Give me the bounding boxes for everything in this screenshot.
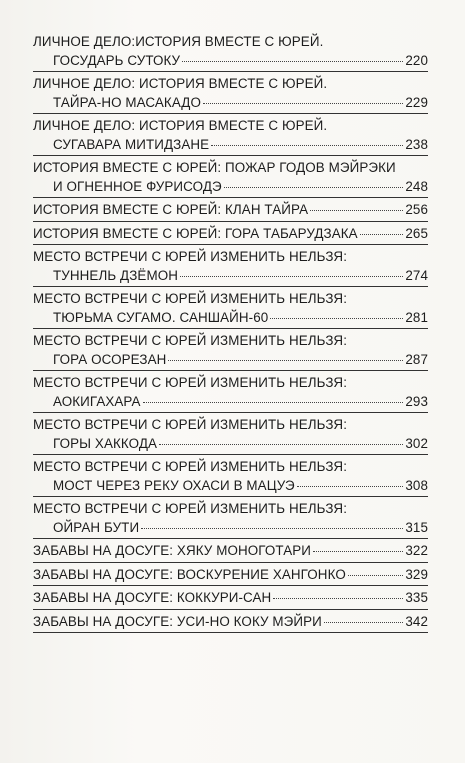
toc-entry bbox=[33, 332, 428, 371]
toc-page-number: 265 bbox=[405, 225, 428, 241]
divider bbox=[33, 609, 428, 610]
toc-page-number: 329 bbox=[405, 566, 428, 582]
toc-page-number: 229 bbox=[405, 94, 428, 110]
toc-entry-title: МЕСТО ВСТРЕЧИ С ЮРЕЙ ИЗМЕНИТЬ НЕЛЬЗЯ: bbox=[33, 333, 348, 348]
toc-page-number: 248 bbox=[405, 178, 428, 194]
toc-entry-subtitle: МОСТ ЧЕРЕЗ РЕКУ ОХАСИ В МАЦУЭ bbox=[53, 477, 295, 493]
toc-entry bbox=[33, 290, 428, 329]
toc-entry-subtitle: АОКИГАХАРА bbox=[53, 393, 141, 409]
toc-entry-title: ИСТОРИЯ ВМЕСТЕ С ЮРЕЙ: ПОЖАР ГОДОВ МЭЙРЭКИ bbox=[33, 160, 396, 175]
toc-entry-title: ЛИЧНОЕ ДЕЛО: ИСТОРИЯ ВМЕСТЕ С ЮРЕЙ. bbox=[33, 76, 328, 91]
divider bbox=[33, 113, 428, 114]
toc-entry bbox=[33, 201, 428, 222]
dot-leader bbox=[310, 210, 403, 211]
dot-leader bbox=[224, 187, 404, 188]
toc-entry-subtitle: ТАЙРА-НО МАСАКАДО bbox=[53, 94, 201, 110]
toc-entry bbox=[33, 248, 428, 287]
toc-page-number: 220 bbox=[405, 52, 428, 68]
divider bbox=[33, 538, 428, 539]
divider bbox=[33, 286, 428, 287]
toc-entry-title: МЕСТО ВСТРЕЧИ С ЮРЕЙ ИЗМЕНИТЬ НЕЛЬЗЯ: bbox=[33, 375, 348, 390]
toc-entry bbox=[33, 374, 428, 413]
divider bbox=[33, 244, 428, 245]
toc-entry bbox=[33, 458, 428, 497]
toc-page-number: 238 bbox=[405, 136, 428, 152]
toc-entry bbox=[33, 33, 428, 72]
dot-leader bbox=[182, 61, 403, 62]
divider bbox=[33, 412, 428, 413]
divider bbox=[33, 496, 428, 497]
toc-entry bbox=[33, 159, 428, 198]
toc-entry bbox=[33, 542, 428, 563]
toc-entry-title: ЛИЧНОЕ ДЕЛО: ИСТОРИЯ ВМЕСТЕ С ЮРЕЙ. bbox=[33, 118, 328, 133]
dot-leader bbox=[273, 598, 403, 599]
toc-entry-subtitle: ОЙРАН БУТИ bbox=[53, 519, 140, 535]
toc-entry-title: ЗАБАВЫ НА ДОСУГЕ: УСИ-НО КОКУ МЭЙРИ bbox=[33, 613, 322, 629]
dot-leader bbox=[159, 444, 403, 445]
toc-entry-title: МЕСТО ВСТРЕЧИ С ЮРЕЙ ИЗМЕНИТЬ НЕЛЬЗЯ: bbox=[33, 501, 348, 516]
toc-entry-subtitle: ГОРЫ ХАККОДА bbox=[53, 435, 158, 451]
toc-entry bbox=[33, 613, 428, 634]
toc-entry bbox=[33, 500, 428, 539]
divider bbox=[33, 197, 428, 198]
toc-page-number: 342 bbox=[405, 613, 428, 629]
toc-entry-title: МЕСТО ВСТРЕЧИ С ЮРЕЙ ИЗМЕНИТЬ НЕЛЬЗЯ: bbox=[33, 417, 348, 432]
toc-entry-title: ЛИЧНОЕ ДЕЛО:ИСТОРИЯ ВМЕСТЕ С ЮРЕЙ. bbox=[33, 34, 324, 49]
toc-entry-subtitle: И ОГНЕННОЕ ФУРИСОДЭ bbox=[53, 178, 222, 194]
dot-leader bbox=[203, 103, 403, 104]
dot-leader bbox=[324, 622, 403, 623]
toc-entry-subtitle: ТУННЕЛЬ ДЗЁМОН bbox=[53, 267, 178, 283]
toc-page-number: 274 bbox=[405, 267, 428, 283]
toc-page-number: 322 bbox=[405, 543, 428, 558]
divider bbox=[33, 632, 428, 633]
divider bbox=[33, 562, 428, 563]
toc-page-number: 335 bbox=[405, 590, 428, 605]
dot-leader bbox=[297, 486, 404, 487]
toc-page-number: 281 bbox=[405, 309, 428, 325]
dot-leader bbox=[141, 528, 403, 529]
toc-page-number: 287 bbox=[405, 351, 428, 367]
toc-entry bbox=[33, 225, 428, 246]
divider bbox=[33, 454, 428, 455]
toc-entry bbox=[33, 117, 428, 156]
dot-leader bbox=[180, 276, 403, 277]
toc-page-number: 315 bbox=[405, 519, 428, 535]
divider bbox=[33, 370, 428, 371]
toc-entry bbox=[33, 589, 428, 610]
dot-leader bbox=[313, 551, 403, 552]
dot-leader bbox=[270, 318, 403, 319]
toc-entry bbox=[33, 566, 428, 587]
divider bbox=[33, 71, 428, 72]
table-of-contents bbox=[33, 33, 428, 636]
toc-page-number: 293 bbox=[405, 393, 428, 409]
toc-entry-title: МЕСТО ВСТРЕЧИ С ЮРЕЙ ИЗМЕНИТЬ НЕЛЬЗЯ: bbox=[33, 249, 348, 264]
toc-entry-title: ИСТОРИЯ ВМЕСТЕ С ЮРЕЙ: КЛАН ТАЙРА bbox=[33, 202, 309, 217]
divider bbox=[33, 328, 428, 329]
toc-page-number: 308 bbox=[405, 477, 428, 493]
divider bbox=[33, 155, 428, 156]
dot-leader bbox=[348, 575, 404, 576]
toc-entry-title: ИСТОРИЯ ВМЕСТЕ С ЮРЕЙ: ГОРА ТАБАРУДЗАКА bbox=[33, 225, 358, 241]
toc-entry-subtitle: ГОРА ОСОРЕЗАН bbox=[53, 351, 167, 367]
toc-page-number: 256 bbox=[405, 202, 428, 217]
toc-entry bbox=[33, 416, 428, 455]
toc-entry-title: ЗАБАВЫ НА ДОСУГЕ: ХЯКУ МОНОГОТАРИ bbox=[33, 543, 311, 558]
dot-leader bbox=[360, 234, 404, 235]
divider bbox=[33, 221, 428, 222]
toc-entry-title: МЕСТО ВСТРЕЧИ С ЮРЕЙ ИЗМЕНИТЬ НЕЛЬЗЯ: bbox=[33, 459, 348, 474]
toc-entry-title: МЕСТО ВСТРЕЧИ С ЮРЕЙ ИЗМЕНИТЬ НЕЛЬЗЯ: bbox=[33, 291, 348, 306]
divider bbox=[33, 585, 428, 586]
dot-leader bbox=[143, 402, 404, 403]
toc-entry-title: ЗАБАВЫ НА ДОСУГЕ: КОККУРИ-САН bbox=[33, 590, 272, 605]
toc-page-number: 302 bbox=[405, 435, 428, 451]
dot-leader bbox=[168, 360, 403, 361]
toc-entry-subtitle: ТЮРЬМА СУГАМО. САНШАЙН-60 bbox=[53, 309, 269, 325]
toc-entry bbox=[33, 75, 428, 114]
toc-entry-title: ЗАБАВЫ НА ДОСУГЕ: ВОСКУРЕНИЕ ХАНГОНКО bbox=[33, 566, 346, 582]
dot-leader bbox=[211, 145, 403, 146]
toc-entry-subtitle: СУГАВАРА МИТИДЗАНЕ bbox=[53, 136, 210, 152]
toc-entry-subtitle: ГОСУДАРЬ СУТОКУ bbox=[53, 52, 181, 68]
